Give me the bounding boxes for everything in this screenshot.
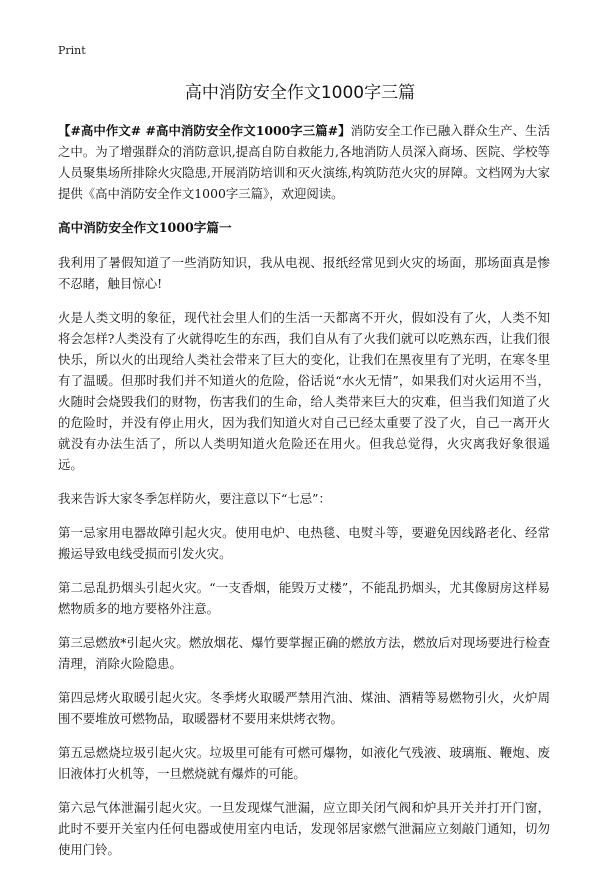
paragraph: 第二忌乱扔烟头引起火灾。“一支香烟，能毁万丈楼”，不能乱扔烟头，尤其像厨房这样易燃物质多的地方要格外注意。: [58, 580, 550, 616]
paragraph: 火是人类文明的象征，现代社会里人们的生活一天都离不开火，假如没有了火，人类不知将会怎样?人类没有了火就得吃生的东西，我们自从有了火我们就可以吃熟东西，让我们很快乐，所以火的出现给人类社会带来了巨大的变化，让我们在黑夜里有了光明，在寒冬里有了温暖。但那时我们并不知道火的危险，俗话说“水火无情”，如果我们对火运用不当，火随时会烧毁我们的财物，伤害我们的生命，给人类带来巨大的灾难，但当我们知道了火的危险时，并没有停止用火，因为我们知道火对自己已经太重要了没了火，自己一离开火就没有办法生活了，所以人类明知道火危险还在用火。但我总觉得，火灾离我好象很遥远。: [58, 310, 550, 472]
intro-text: 消防安全工作已融入群众生产、生活之中。为了增强群众的消防意识,提高自防自救能力,各地消防人员深入商场、医院、学校等人员聚集场所排除火灾隐患,开展消防培训和灭火演练,构筑防范火灾的屏障。文档网为大家提供《高中消防安全作文1000字三篇》，欢迎阅读。: [58, 123, 551, 201]
paragraph: 我来告诉大家冬季怎样防火，要注意以下“七忌”：: [58, 491, 331, 506]
intro-paragraph: [58, 120, 550, 204]
paragraph: 第四忌烤火取暖引起火灾。冬季烤火取暖严禁用汽油、煤油、酒精等易燃物引火，火炉周围不要堆放可燃物品，取暖器材不要用来烘烤衣物。: [58, 690, 550, 726]
paragraph: 第六忌气体泄漏引起火灾。一旦发现煤气泄漏，应立即关闭气阀和炉具开关并打开门窗，此时不要开关室内任何电器或使用室内电话，发现邻居家燃气泄漏应立刻敲门通知，切勿使用门铃。: [58, 800, 550, 857]
section-heading: 高中消防安全作文1000字篇一: [58, 220, 232, 235]
paragraph: 我利用了暑假知道了一些消防知识，我从电视、报纸经常见到火灾的场面，那场面真是惨不忍睹，触目惊心!: [58, 255, 550, 291]
article-body: [58, 120, 550, 873]
print-link[interactable]: Print: [58, 44, 86, 57]
intro-tags: 【#高中作文# #高中消防安全作文1000字三篇#】: [58, 123, 351, 138]
page-title: 高中消防安全作文1000字三篇: [184, 83, 416, 103]
paragraph: 第三忌燃放*引起火灾。燃放烟花、爆竹要掌握正确的燃放方法，燃放后对现场要进行检查清理，消除火险隐患。: [58, 635, 550, 671]
paragraph: 第五忌燃烧垃圾引起火灾。垃圾里可能有可燃可爆物，如液化气残液、玻璃瓶、鞭炮、废旧液体打火机等，一旦燃烧就有爆炸的可能。: [58, 745, 550, 781]
paragraph: 第一忌家用电器故障引起火灾。使用电炉、电热毯、电熨斗等，要避免因线路老化、经常搬运导致电线受损而引发火灾。: [58, 525, 550, 561]
